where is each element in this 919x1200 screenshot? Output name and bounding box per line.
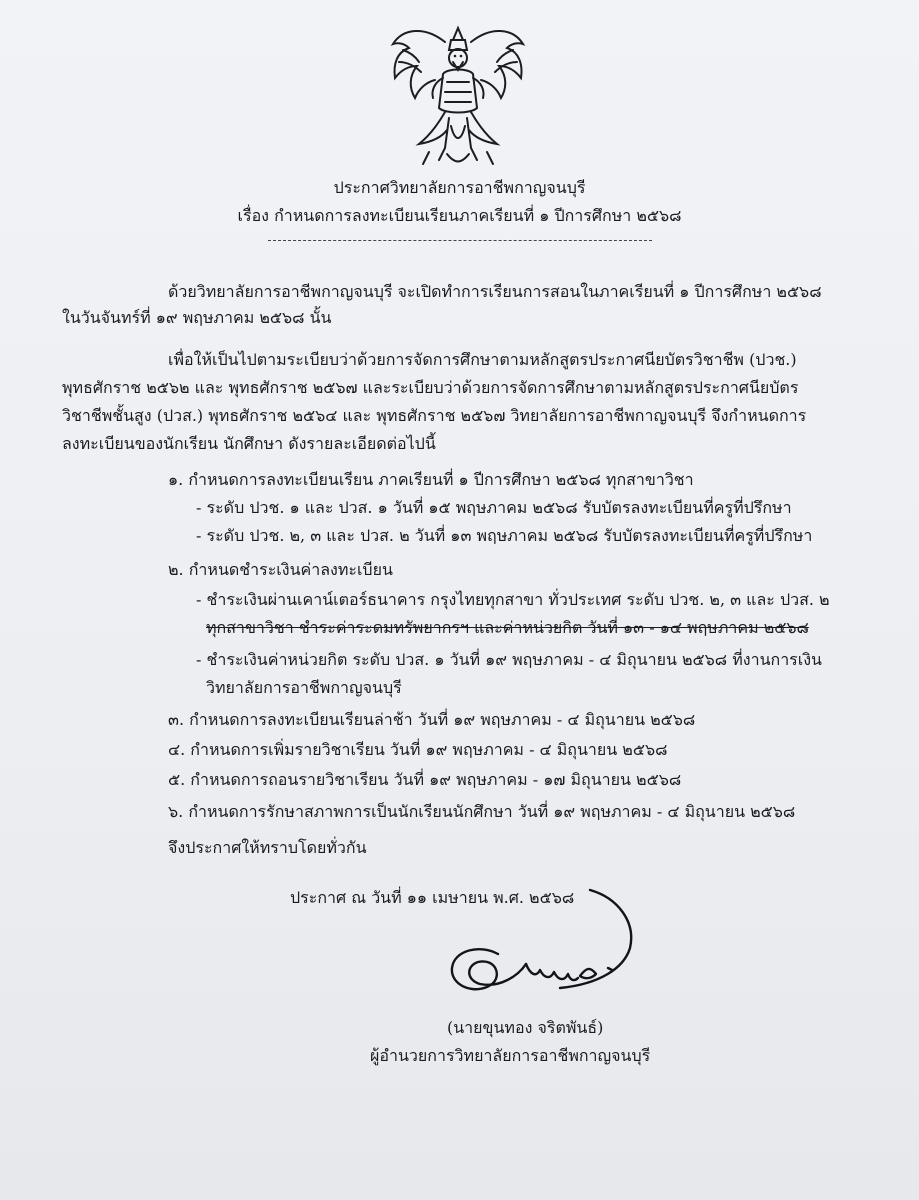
intro-line-2: ในวันจันทร์ที่ ๑๙ พฤษภาคม ๒๕๖๘ นั้น bbox=[62, 308, 332, 327]
announcement-org-line: ประกาศวิทยาลัยการอาชีพกาญจนบุรี bbox=[333, 178, 586, 197]
purpose-line-1: เพื่อให้เป็นไปตามระเบียบว่าด้วยการจัดการศึกษาตามหลักสูตรประกาศนียบัตรวิชาชีพ (ปวช.) bbox=[168, 350, 797, 369]
item-2a-continued: ทุกสาขาวิชา ชำระค่าระดมทรัพยากรฯ และค่าหน่วยกิต วันที่ ๑๓ - ๑๔ พฤษภาคม ๒๕๖๘ bbox=[206, 618, 809, 637]
closing-statement: จึงประกาศให้ทราบโดยทั่วกัน bbox=[168, 838, 367, 857]
announcement-subject: เรื่อง กำหนดการลงทะเบียนเรียนภาคเรียนที่ ๑ ปีการศึกษา ๒๕๖๘ bbox=[237, 206, 682, 225]
purpose-line-3: วิชาชีพชั้นสูง (ปวส.) พุทธศักราช ๒๕๖๔ และ พุทธศักราช ๒๕๖๗ วิทยาลัยการอาชีพกาญจนบุรี จึงกำหนดการ bbox=[62, 406, 807, 425]
item-2b-continued: วิทยาลัยการอาชีพกาญจนบุรี bbox=[206, 678, 402, 697]
item-6: ๖. กำหนดการรักษาสภาพการเป็นนักเรียนนักศึกษา วันที่ ๑๙ พฤษภาคม - ๔ มิถุนายน ๒๕๖๘ bbox=[168, 802, 796, 821]
announcement-date: ประกาศ ณ วันที่ ๑๑ เมษายน พ.ศ. ๒๕๖๘ bbox=[290, 888, 575, 907]
handwritten-signature-icon bbox=[440, 888, 640, 1018]
item-2b: - ชำระเงินค่าหน่วยกิต ระดับ ปวส. ๑ วันที่ ๑๙ พฤษภาคม - ๔ มิถุนายน ๒๕๖๘ ที่งานการเงิน bbox=[196, 650, 822, 669]
intro-line-1: ด้วยวิทยาลัยการอาชีพกาญจนบุรี จะเปิดทำการเรียนการสอนในภาคเรียนที่ ๑ ปีการศึกษา ๒๕๖๘ bbox=[168, 282, 822, 301]
item-1: ๑. กำหนดการลงทะเบียนเรียน ภาคเรียนที่ ๑ ปีการศึกษา ๒๕๖๘ ทุกสาขาวิชา bbox=[168, 470, 694, 489]
item-4: ๔. กำหนดการเพิ่มรายวิชาเรียน วันที่ ๑๙ พฤษภาคม - ๔ มิถุนายน ๒๕๖๘ bbox=[168, 740, 668, 759]
garuda-emblem-icon bbox=[385, 22, 531, 172]
item-1a: - ระดับ ปวช. ๑ และ ปวส. ๑ วันที่ ๑๕ พฤษภาคม ๒๕๖๘ รับบัตรลงทะเบียนที่ครูที่ปรึกษา bbox=[196, 498, 792, 517]
purpose-line-4: ลงทะเบียนของนักเรียน นักศึกษา ดังรายละเอียดต่อไปนี้ bbox=[62, 434, 436, 453]
signer-position: ผู้อำนวยการวิทยาลัยการอาชีพกาญจนบุรี bbox=[370, 1046, 651, 1065]
item-3: ๓. กำหนดการลงทะเบียนเรียนล่าช้า วันที่ ๑๙ พฤษภาคม - ๔ มิถุนายน ๒๕๖๘ bbox=[168, 710, 696, 729]
signer-name: (นายขุนทอง จริตพันธ์) bbox=[447, 1018, 604, 1037]
purpose-line-2: พุทธศักราช ๒๕๖๒ และ พุทธศักราช ๒๕๖๗ และระเบียบว่าด้วยการจัดการศึกษาตามหลักสูตรประกาศนียบัตร bbox=[62, 378, 799, 397]
divider-dashed bbox=[268, 240, 652, 241]
item-2: ๒. กำหนดชำระเงินค่าลงทะเบียน bbox=[168, 560, 393, 579]
item-5: ๕. กำหนดการถอนรายวิชาเรียน วันที่ ๑๙ พฤษภาคม - ๑๗ มิถุนายน ๒๕๖๘ bbox=[168, 770, 682, 789]
item-1b: - ระดับ ปวช. ๒, ๓ และ ปวส. ๒ วันที่ ๑๓ พฤษภาคม ๒๕๖๘ รับบัตรลงทะเบียนที่ครูที่ปรึกษา bbox=[196, 526, 813, 545]
item-2a: - ชำระเงินผ่านเคาน์เตอร์ธนาคาร กรุงไทยทุกสาขา ทั่วประเทศ ระดับ ปวช. ๒, ๓ และ ปวส. ๒ bbox=[196, 590, 830, 609]
